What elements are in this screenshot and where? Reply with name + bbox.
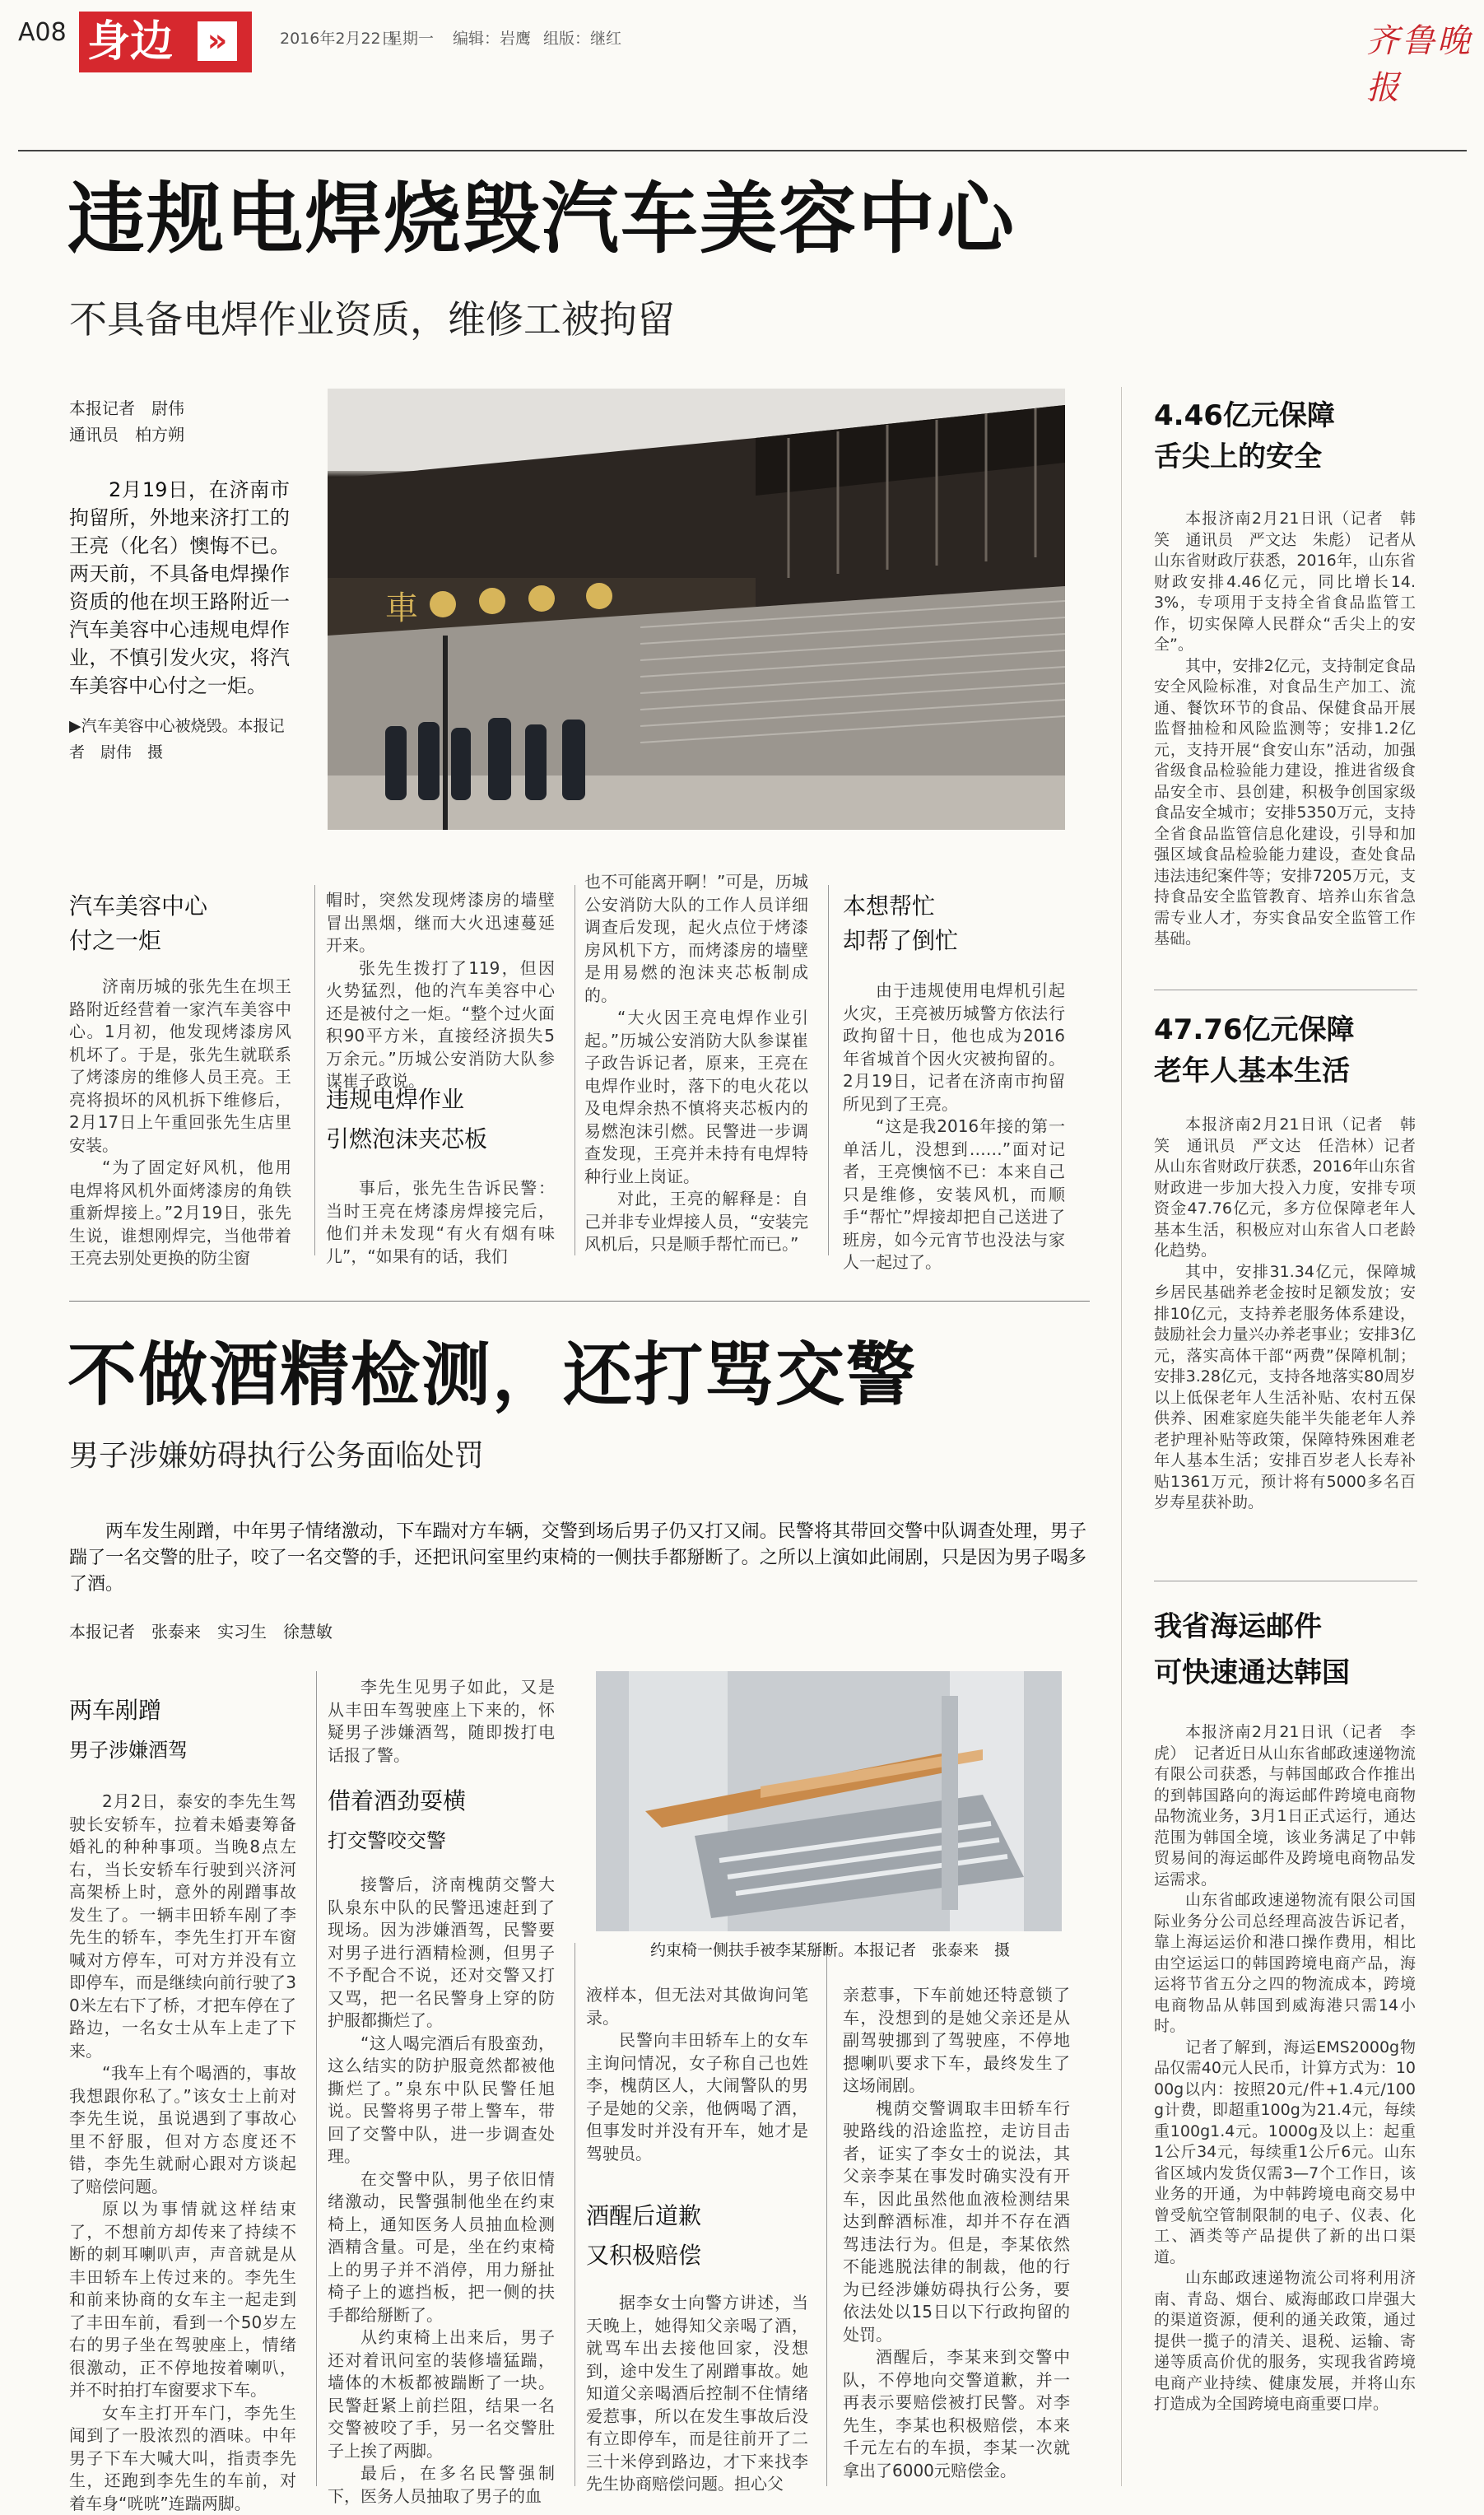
- article2-column-2-top: [328, 1676, 555, 1767]
- paragraph: 本报济南2月21日讯（记者 韩笑 通讯员 严文达 朱彪） 记者从山东省财政厅获悉，2016年，山东省财政安排4.46亿元，同比增长14.3%，专项用于支持全省食品监管工作，切实保障人民群众“舌尖上的安全”。: [1154, 509, 1416, 656]
- title-line: 4.46亿元保障: [1154, 395, 1335, 436]
- sidebar-item3-title: [1154, 1604, 1350, 1696]
- shop-sign-glyph: 車: [385, 589, 418, 627]
- article2-subhead-1: [69, 1691, 188, 1770]
- article1-subhead-2: [326, 1080, 487, 1159]
- subhead-line: 借着酒劲耍横: [328, 1781, 466, 1821]
- article1-deck: 不具备电焊作业资质，维修工被拘留: [69, 290, 675, 344]
- issue-weekday: 星期一: [387, 26, 434, 49]
- paragraph: “大火因王亮电焊作业引起。”历城公安消防大队参谋崔子政告诉记者，原来，王亮在电焊作业时，落下的电火花以及电焊余热不慎将夹芯板内的易燃泡沫引燃。民警进一步调查发现，王亮并未持有电焊特种行业上岗证。: [584, 1007, 808, 1188]
- sidebar-item1-title: [1154, 395, 1335, 477]
- paragraph: 据李女士向警方讲述，当天晚上，她得知父亲喝了酒，就骂车出去接他回家，没想到，途中发生了剐蹭事故。她知道父亲喝酒后控制不住情绪爱惹事，所以在发生事故后没有立即停车，而是往前开了二三十米停到路边，才下来找李先生协商赔偿问题。担心父: [586, 2292, 808, 2496]
- paragraph: 其中，安排31.34亿元，保障城乡居民基础养老金按时足额发放；安排10亿元，支持养老服务体系建设，鼓励社会力量兴办养老事业；安排3亿元，落实高体干部“两费”保障机制；安排3.28亿元，支持各地落实80周岁以上低保老年人生活补贴、农村五保供养、困难家庭失能半失能老年人养老护理补贴等政策，保障特殊困难老年人基本生活；安排百岁老人长寿补贴1361万元，预计将有5000多名百岁寿星获补助。: [1154, 1262, 1416, 1514]
- title-line: 可快速通达韩国: [1154, 1650, 1350, 1696]
- article1-lead: [69, 476, 290, 700]
- column-divider: [826, 1943, 827, 2486]
- lead-paragraph: 2月19日，在济南市拘留所，外地来济打工的王亮（化名）懊悔不已。两天前，不具备电焊操作资质的他在坝王路附近一汽车美容中心违规电焊作业，不慎引发火灾，将汽车美容中心付之一炬。: [69, 476, 290, 700]
- article1-column-1: [69, 976, 291, 1270]
- byline-correspondent: 通讯员 柏方朔: [69, 421, 184, 448]
- paragraph: “我车上有个喝酒的，事故我想跟你私了。”该女士上前对李先生说，虽说遇到了事故心里不舒服，但对方态度还不错，李先生就耐心跟对方谈起了赔偿问题。: [69, 2062, 296, 2198]
- article2-column-4: [843, 1984, 1070, 2482]
- article1-subhead-3: [843, 889, 958, 958]
- subhead-line: 却帮了倒忙: [843, 924, 958, 958]
- sidebar-item1-body: [1154, 509, 1416, 950]
- article2-column-1: [69, 1791, 296, 2515]
- paragraph: 液样本，但无法对其做询问笔录。: [586, 1984, 808, 2029]
- paragraph: 李先生见男子如此，又是从丰田车驾驶座上下来的，怀疑男子涉嫌酒驾，随即拨打电话报了警。: [328, 1676, 555, 1767]
- paragraph: 本报济南2月21日讯（记者 李虎） 记者近日从山东省邮政速递物流有限公司获悉，与韩国邮政合作推出的到韩国路向的海运邮件跨境电商物品物流业务，3月1日正式运行，通达范围为韩国全境，该业务满足了中韩贸易间的海运邮件及跨境电商物品发运需求。: [1154, 1722, 1416, 1890]
- paragraph: 从约束椅上出来后，男子还对着讯问室的装修墙猛踹，墙体的木板都被踹断了一块。民警赶紧上前拦阻，结果一名交警被咬了手，另一名交警肚子上挨了两脚。: [328, 2326, 555, 2462]
- paragraph: 记者了解到，海运EMS2000g物品仅需40元人民币，计算方式为：1000g以内：按照20元/件+1.4元/100g计费，即超重100g为21.4元，每续重100g1.4元。1000g及以上：起重1公斤34元，每续重1公斤6元。山东省区域内发货仅需3—7个工作日，该业务的开通，为中韩跨境电商交易中曾受航空管制限制的电子、仪表、化工、酒类等产品提供了新的出口渠道。: [1154, 2038, 1416, 2269]
- article2-subhead-2: [328, 1781, 466, 1861]
- paragraph: 事后，张先生告诉民警：当时王亮在烤漆房焊接完后，他们并未发现“有火有烟有味儿”，“如果有的话，我们: [326, 1177, 555, 1268]
- column-divider: [316, 1671, 317, 2486]
- subhead-line: 打交警咬交警: [328, 1821, 466, 1861]
- subhead-line: 引燃泡沫夹芯板: [326, 1120, 487, 1159]
- subhead-line: 本想帮忙: [843, 889, 958, 924]
- article2-column-3: [586, 1984, 808, 2165]
- broken-restraint-chair-photo: [596, 1671, 1062, 1931]
- paragraph: 女车主打开车门，李先生闻到了一股浓烈的酒味。中年男子下车大喊大叫，指责李先生，还跑到李先生的车前，对着车身“咣咣”连踹两脚。: [69, 2402, 296, 2515]
- paragraph: 帽时，突然发现烤漆房的墙壁冒出黑烟，继而大火迅速蔓延开来。: [326, 889, 555, 957]
- paragraph: 其中，安排2亿元，支持制定食品安全风险标准，对食品生产加工、流通、餐饮环节的食品、保健食品开展监督抽检和风险监测等；安排1.2亿元，支持开展“食安山东”活动，加强省级食品检验能力建设，推进省级食品安全市、县创建，积极争创国家级食品安全城市；安排5350万元，支持全省食品监管信息化建设，引导和加强区域食品检验能力建设，查处食品违法违纪案件等；安排7205万元，支持食品安全监管教育、培养山东省急需专业人才，夯实食品安全监管工作基础。: [1154, 656, 1416, 950]
- column-divider: [828, 885, 829, 1255]
- issue-date: 2016年2月22日: [280, 26, 397, 49]
- page-number: A08: [18, 18, 67, 47]
- subhead-line: 违规电焊作业: [326, 1080, 487, 1120]
- paragraph: 由于违规使用电焊机引起火灾，王亮被历城警方依法行政拘留十日，他也成为2016年省城首个因火灾被拘留的。2月19日，记者在济南市拘留所见到了王亮。: [843, 980, 1065, 1115]
- article1-column-2-top: [326, 889, 555, 1093]
- title-line: 老年人基本生活: [1154, 1050, 1355, 1092]
- paragraph: 在交警中队，男子依旧情绪激动，民警强制他坐在约束椅上，通知医务人员抽血检测酒精含量。可是，坐在约束椅上的男子并不消停，用力掰扯椅子上的遮挡板，把一侧的扶手都给掰断了。: [328, 2168, 555, 2327]
- burned-car-center-photo: [328, 389, 1065, 830]
- article1-headline: 违规电焊烧毁汽车美容中心: [67, 175, 1016, 265]
- article2-subhead-3: [586, 2196, 701, 2275]
- paragraph: 最后，在多名民警强制下，医务人员抽取了男子的血: [328, 2462, 555, 2508]
- byline-reporter: 本报记者 尉伟: [69, 395, 184, 421]
- paragraph: 槐荫交警调取丰田轿车行驶路线的沿途监控，走访目击者，证实了李女士的说法，其父亲李某在事发时确实没有开车，因此虽然他血液检测结果达到醉酒标准，却并不存在酒驾违法行为。但是，李某依然不能逃脱法律的制裁，他的行为已经涉嫌妨碍执行公务，要依法处以15日以下行政拘留的处罚。: [843, 2098, 1070, 2347]
- lead-paragraph: 两车发生剐蹭，中年男子情绪激动，下车踹对方车辆，交警到场后男子仍又打又闹。民警将其带回交警中队调查处理，男子踹了一名交警的肚子，咬了一名交警的手，还把讯问室里约束椅的一侧扶手都掰断了。之所以上演如此闹剧，只是因为男子喝多了酒。: [69, 1519, 1086, 1598]
- editor-credit: 编辑：岩鹰: [453, 26, 531, 49]
- paragraph: 本报济南2月21日讯（记者 韩笑 通讯员 严文达 任浩林）记者从山东省财政厅获悉，2016年山东省财政进一步加大投入力度，安排专项资金47.76亿元，多方位保障老年人基本生活，积极应对山东省人口老龄化趋势。: [1154, 1115, 1416, 1262]
- article1-column-2-bottom: [326, 1177, 555, 1268]
- paragraph: 酒醒后，李某来到交警中队，不停地向交警道歉，并一再表示要赔偿被打民警。对李先生，李某也积极赔偿，本来千元左右的车损，李某一次就拿出了6000元赔偿金。: [843, 2346, 1070, 2482]
- composer-credit: 组版：继红: [543, 26, 621, 49]
- article1-column-4: [843, 980, 1065, 1274]
- article1-photo-caption: ▶汽车美容中心被烧毁。本报记者 尉伟 摄: [69, 713, 291, 766]
- article1-column-3: [584, 871, 808, 1256]
- paragraph: 对此，王亮的解释是：自己并非专业焊接人员，“安装完风机后，只是顺手帮忙而已。”: [584, 1188, 808, 1256]
- subhead-line: 男子涉嫌酒驾: [69, 1730, 188, 1770]
- section-name: 身边: [87, 17, 173, 67]
- sidebar-item2-title: [1154, 1009, 1355, 1092]
- paragraph: “为了固定好风机，他用电焊将风机外面烤漆房的角铁重新焊接上。”2月19日，张先生说，谁想刚焊完，当他带着王亮去别处更换的防尘窗: [69, 1157, 291, 1270]
- subhead-line: 汽车美容中心: [69, 889, 207, 924]
- article1-byline: [69, 395, 184, 448]
- article2-headline: 不做酒精检测，还打骂交警: [67, 1334, 917, 1416]
- article2-deck: 男子涉嫌妨碍执行公务面临处罚: [69, 1432, 484, 1474]
- paragraph: 接警后，济南槐荫交警大队泉东中队的民警迅速赶到了现场。因为涉嫌酒驾，民警要对男子进行酒精检测，但男子不予配合不说，还对交警又打又骂，把一名民警身上穿的防护服都撕烂了。: [328, 1874, 555, 2033]
- paragraph: 亲惹事，下车前她还特意锁了车，没想到的是她父亲还是从副驾驶挪到了驾驶座，不停地摁喇叭要求下车，最终发生了这场闹剧。: [843, 1984, 1070, 2098]
- paragraph: “这是我2016年接的第一单活儿，没想到……”面对记者，王亮懊恼不已：本来自己只是维修，安装风机，而顺手“帮忙”焊接却把自己送进了班房，如今元宵节也没法与家人一起过了。: [843, 1115, 1065, 1274]
- paragraph: 原以为事情就这样结束了，不想前方却传来了持续不断的刺耳喇叭声，声音就是从丰田轿车上传过来的。李先生和前来协商的女车主一起走到了丰田车前，看到一个50岁左右的男子坐在驾驶座上，情绪很激动，正不停地按着喇叭，并不时拍打车窗要求下车。: [69, 2198, 296, 2402]
- article2-photo-caption: 约束椅一侧扶手被李某掰断。本报记者 张泰来 摄: [650, 1938, 1010, 1960]
- article2-column-2-bottom: [328, 1874, 555, 2508]
- paragraph: 也不可能离开啊！”可是，历城公安消防大队的工作人员详细调查后发现，起火点位于烤漆房风机下方，而烤漆房的墙壁是用易燃的泡沫夹芯板制成的。: [584, 871, 808, 1007]
- paragraph: 山东邮政速递物流公司将利用济南、青岛、烟台、威海邮政口岸强大的渠道资源，便利的通关政策，通过提供一揽子的清关、退税、运输、寄递等质高价优的服务，实现我省跨境电商产业持续、健康发展，并将山东打造成为全国跨境电商重要口岸。: [1154, 2268, 1416, 2415]
- article-separator: [69, 1301, 1090, 1302]
- paragraph: 民警向丰田轿车上的女车主询问情况，女子称自己也姓李，槐荫区人，大闹警队的男子是她的父亲，他俩喝了酒，但事发时并没有开车，她才是驾驶员。: [586, 2029, 808, 2165]
- paragraph: 山东省邮政速递物流有限公司国际业务分公司总经理高波告诉记者，靠上海运运价和港口操作费用，相比由空运运口的韩国跨境电商产品，海运将节省五分之四的物流成本，跨境电商物品从韩国到威海港只需14小时。: [1154, 1890, 1416, 2038]
- newspaper-logo: 齐鲁晚报: [1366, 15, 1484, 109]
- subhead-line: 付之一炬: [69, 924, 207, 958]
- chair-illustration: [596, 1671, 1062, 1931]
- paragraph: “这人喝完酒后有股蛮劲，这么结实的防护服竟然都被他撕烂了。”泉东中队民警任旭说。民警将男子带上警车，带回了交警中队，进一步调查处理。: [328, 2033, 555, 2168]
- article2-lead: [69, 1519, 1086, 1598]
- title-line: 舌尖上的安全: [1154, 436, 1335, 477]
- subhead-line: 酒醒后道歉: [586, 2196, 701, 2236]
- sidebar-item3-body: [1154, 1722, 1416, 2415]
- subhead-line: 两车剐蹭: [69, 1691, 188, 1730]
- header-rule: [18, 150, 1467, 151]
- column-divider: [314, 885, 315, 1255]
- paragraph: 2月2日，泰安的李先生驾驶长安轿车，拉着未婚妻筹备婚礼的种种事项。当晚8点左右，当长安轿车行驶到兴济河高架桥上时，意外的剐蹭事故发生了。一辆丰田轿车剐了李先生的轿车，李先生打开车窗喊对方停车，可对方并没有立即停车，而是继续向前行驶了30米左右下了桥，才把车停在了路边，一名女士从车上走了下来。: [69, 1791, 296, 2062]
- title-line: 47.76亿元保障: [1154, 1009, 1355, 1050]
- double-chevron-right-icon: »: [198, 21, 237, 61]
- article1-subhead-1: [69, 889, 207, 958]
- paragraph: 张先生拨打了119，但因火势猛烈，他的汽车美容中心还是被付之一炬。“整个过火面积90平方米，直接经济损失5万余元。”历城公安消防大队参谋崔子政说。: [326, 957, 555, 1093]
- burned-building-illustration: [328, 389, 1065, 830]
- subhead-line: 又积极赔偿: [586, 2236, 701, 2275]
- sidebar-divider: [1121, 387, 1122, 2486]
- article2-column-3-bottom: [586, 2292, 808, 2496]
- sidebar-item2-body: [1154, 1115, 1416, 1514]
- paragraph: 济南历城的张先生在坝王路附近经营着一家汽车美容中心。1月初，他发现烤漆房风机坏了。于是，张先生就联系了烤漆房的维修人员王亮。王亮将损坏的风机拆下维修后，2月17日上午重回张先生店里安装。: [69, 976, 291, 1157]
- title-line: 我省海运邮件: [1154, 1604, 1350, 1650]
- article2-byline: 本报记者 张泰来 实习生 徐慧敏: [69, 1618, 333, 1645]
